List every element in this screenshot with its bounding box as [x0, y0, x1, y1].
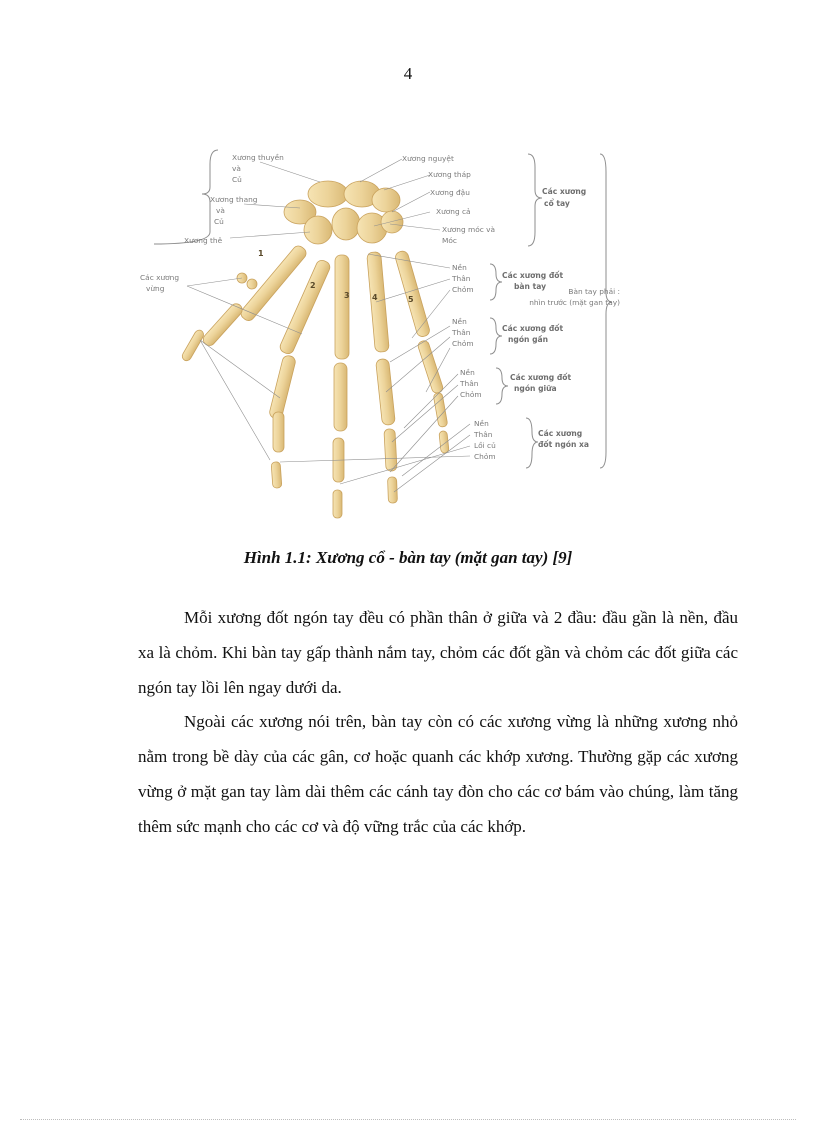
group-middle-1: Các xương đốt — [510, 373, 572, 382]
group-metacarpals-1: Các xương đốt — [502, 271, 564, 280]
group-carpals-2: cổ tay — [544, 199, 570, 208]
finger-number-4: 4 — [372, 293, 378, 302]
group-metacarpals-2: bàn tay — [514, 282, 547, 291]
group-carpals-1: Các xương — [542, 187, 587, 196]
label-trapezium: Xương thang — [210, 195, 258, 204]
label-head-3: Chỏm — [460, 390, 482, 399]
label-sesamoid-1: Các xương — [140, 273, 180, 282]
finger-number-3: 3 — [344, 291, 350, 300]
label-and-2: và — [216, 206, 225, 215]
group-proximal-2: ngón gần — [508, 335, 549, 344]
label-base-2: Nền — [452, 317, 467, 326]
label-scaphoid: Xương thuyền — [232, 153, 284, 162]
label-cu-1: Củ — [232, 175, 242, 184]
label-right-hand-2: nhìn trước (mặt gan tay) — [529, 298, 620, 307]
label-hamate: Xương móc và — [442, 225, 496, 234]
hand-skeleton-figure — [140, 142, 620, 542]
label-base-1: Nền — [452, 263, 467, 272]
paragraph-2-text: Ngoài các xương nói trên, bàn tay còn có các xương vừng là những xương nhỏ nằm trong bề dày của các gân, cơ hoặc quanh các khớp xương. Thường gặp các xương vừng ở mặt gan tay làm dài thêm các cánh tay đòn cho các cơ bám vào chúng, làm tăng thêm sức mạnh cho các cơ và độ vững trắc của các khớp. — [138, 712, 738, 836]
label-right-hand-1: Bàn tay phải : — [568, 287, 620, 296]
label-triquetrum: Xương tháp — [428, 170, 471, 179]
finger-number-2: 2 — [310, 281, 316, 290]
label-pisiform: Xương đậu — [430, 188, 470, 197]
label-and-1: và — [232, 164, 241, 173]
label-head-4: Chỏm — [474, 452, 496, 461]
label-lunate: Xương nguyệt — [402, 154, 454, 163]
paragraph-1 — [138, 600, 738, 705]
finger-number-5: 5 — [408, 295, 414, 304]
finger-number-1: 1 — [258, 249, 264, 258]
paragraph-2 — [138, 704, 738, 844]
label-shaft-3: Thân — [460, 379, 479, 388]
label-tuber-4: Lồi củ — [474, 441, 496, 450]
group-distal-1: Các xương — [538, 429, 583, 438]
label-hook: Móc — [442, 236, 457, 245]
label-shaft-1: Thân — [452, 274, 471, 283]
label-capitate: Xương cả — [436, 207, 471, 216]
label-sesamoid-2: vừng — [146, 284, 165, 293]
group-middle-2: ngón giữa — [514, 384, 557, 393]
label-cu-2: Củ — [214, 217, 224, 226]
footer-dotted-rule — [20, 1119, 796, 1120]
hand-bones-illustration — [140, 142, 620, 542]
label-trapezoid: Xương thê — [184, 236, 223, 245]
label-shaft-2: Thân — [452, 328, 471, 337]
label-head-1: Chỏm — [452, 285, 474, 294]
paragraph-1-text: Mỗi xương đốt ngón tay đều có phần thân ở giữa và 2 đầu: đầu gần là nền, đầu xa là chỏm. Khi bàn tay gấp thành nắm tay, chỏm các đốt gần và chỏm các đốt giữa các ngón tay lồi lên ngay dưới da. — [138, 608, 738, 697]
group-distal-2: đốt ngón xa — [538, 440, 590, 449]
figure-caption: Hình 1.1: Xương cổ - bàn tay (mặt gan tay) [9] — [243, 548, 573, 567]
label-base-3: Nền — [460, 368, 475, 377]
label-head-2: Chỏm — [452, 339, 474, 348]
bones — [181, 181, 450, 518]
page-number: 4 — [403, 64, 413, 83]
label-base-4: Nền — [474, 419, 489, 428]
label-shaft-4: Thân — [474, 430, 493, 439]
group-proximal-1: Các xương đốt — [502, 324, 564, 333]
